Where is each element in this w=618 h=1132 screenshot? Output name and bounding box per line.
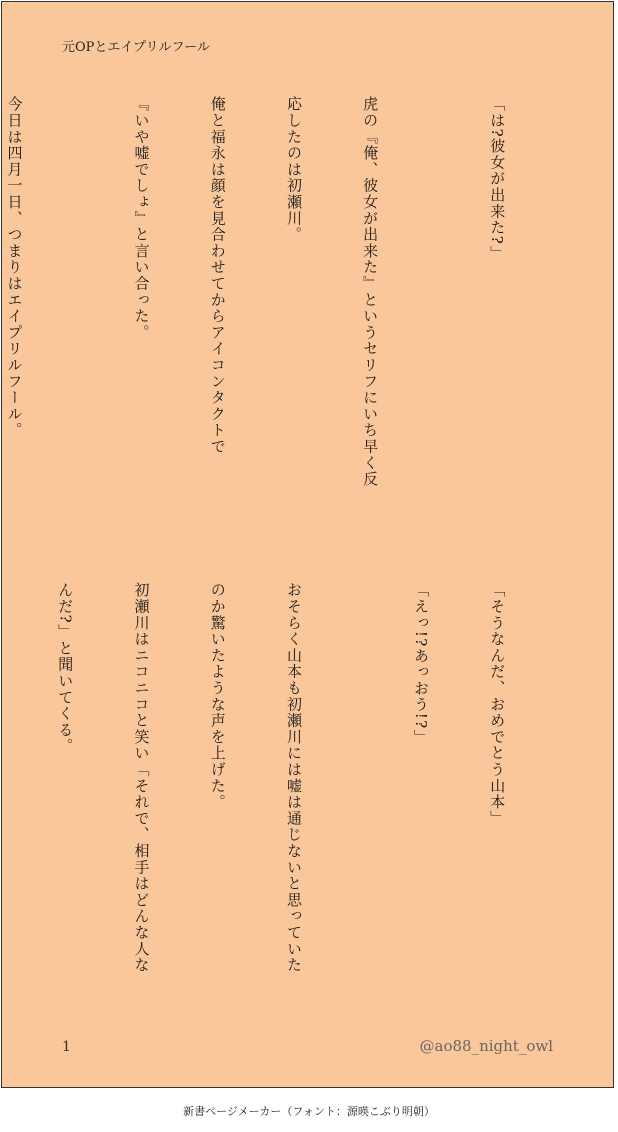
text-line: んだ?」と聞いてくる。 <box>56 582 75 755</box>
text-line: 「えっ!?あっおう!?」 <box>411 582 430 746</box>
text-block-bottom <box>0 582 560 1012</box>
generator-footer: 新書ページメーカー（フォント：源暎こぶり明朝） <box>183 1105 435 1118</box>
text-line: 俺と福永は顔を見合わせてからアイコンタクトで <box>208 96 227 455</box>
text-line: 虎の『俺、彼女が出来た』というセリフにいち早く反 <box>361 96 380 488</box>
text-line: 今日は四月一日、つまりはエイプリルフール。 <box>5 96 24 439</box>
text-line: 応したのは初瀬川。 <box>284 96 303 243</box>
book-page <box>1 1 614 1088</box>
text-line: 「そうなんだ、おめでとう山本」 <box>488 582 507 827</box>
text-line: おそらく山本も初瀬川には嘘は通じないと思っていた <box>284 582 303 974</box>
text-line: 初瀬川はニコニコと笑い「それで、相手はどんな人な <box>132 582 151 974</box>
text-line: 「は?彼女が出来た?」 <box>488 96 507 262</box>
text-line: のか驚いたような声を上げた。 <box>208 582 227 811</box>
page-number: 1 <box>62 1039 71 1055</box>
text-line: 『いや嘘でしょ』と言い合った。 <box>132 96 151 341</box>
author-credit: @ao88_night_owl <box>419 1037 553 1055</box>
text-block-top <box>0 96 560 526</box>
book-title: 元OPとエイプリルフール <box>62 40 210 55</box>
